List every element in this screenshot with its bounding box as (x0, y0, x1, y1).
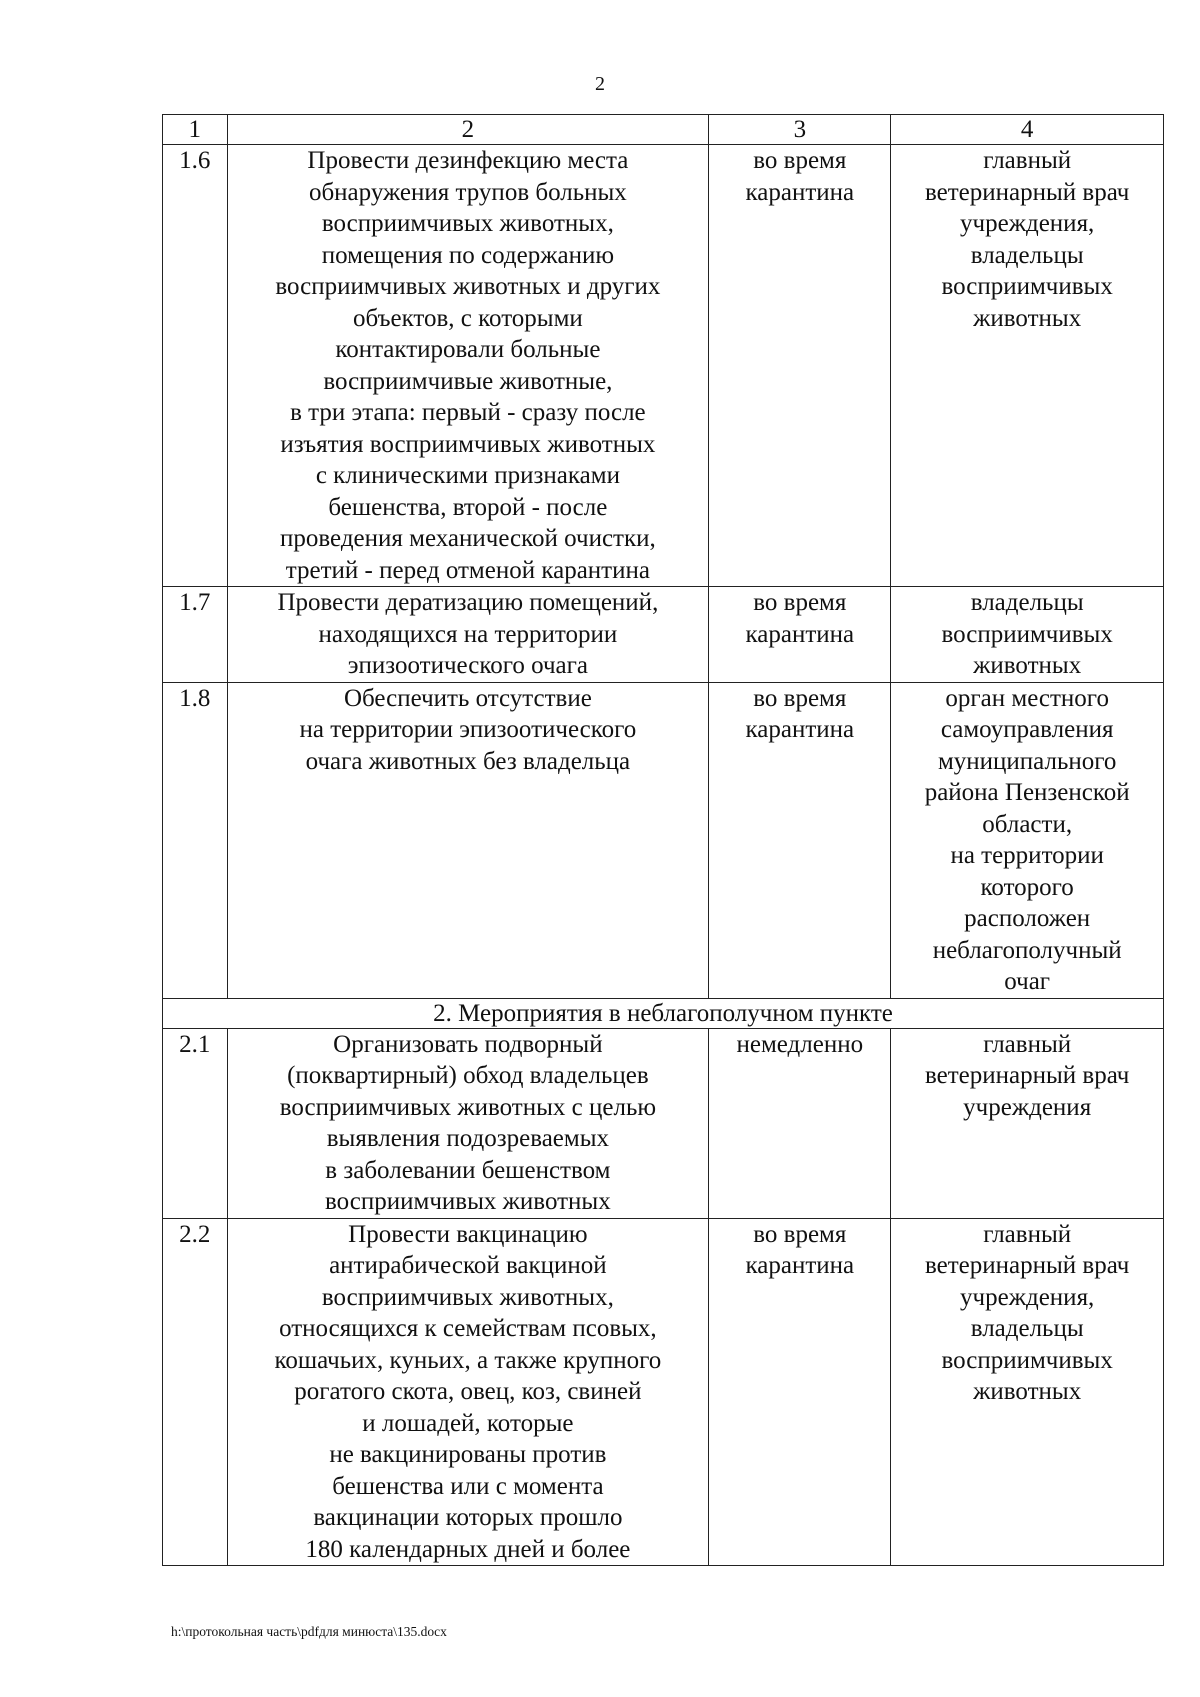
responsible-cell-line: главный (983, 147, 1072, 174)
action-cell-line: помещения по содержанию (321, 241, 615, 269)
responsible-cell-line: которого (980, 873, 1074, 901)
section-row (163, 998, 1164, 1028)
responsible-cell-line: учреждения, (960, 210, 1095, 237)
term-cell (709, 587, 891, 683)
responsible-cell-line: владельцы (970, 241, 1084, 269)
action-cell-line: восприимчивых животных, (321, 1283, 614, 1311)
action-cell-line: вакцинации которых прошло (313, 1504, 623, 1531)
action-cell-line: проведения механической очистки, (280, 525, 656, 552)
term-cell-line: карантина (745, 1252, 855, 1279)
responsible-cell-line: муниципального (937, 747, 1117, 775)
action-cell-line: восприимчивых животных и других (275, 273, 661, 300)
action-cell (227, 682, 709, 998)
table-row (163, 682, 1164, 998)
table-row (163, 1028, 1164, 1218)
term-cell-line: немедленно (736, 1030, 864, 1058)
action-cell-line: Провести дератизацию помещений, (277, 589, 659, 616)
table-row (163, 1218, 1164, 1566)
header-cell-action: 2 (227, 115, 709, 145)
action-cell-line: восприимчивых животных с целью (279, 1093, 657, 1121)
responsible-cell-line: ветеринарный врач (924, 1062, 1130, 1089)
responsible-cell-line: животных (973, 1378, 1082, 1405)
action-cell-line: эпизоотического очага (347, 652, 588, 679)
action-cell-line: 180 календарных дней и более (305, 1535, 631, 1563)
action-cell-line: Организовать подворный (333, 1030, 603, 1058)
action-cell (227, 587, 709, 683)
action-cell-line: изъятия восприимчивых животных (280, 430, 656, 458)
action-cell-line: (поквартирный) обход владельцев (287, 1062, 649, 1089)
responsible-cell-line: на территории (950, 842, 1104, 869)
action-cell-line: бешенства, второй - после (328, 493, 608, 521)
action-cell-line: восприимчивых животных (325, 1188, 611, 1215)
header-cell-responsible: 4 (891, 115, 1164, 145)
responsible-cell (891, 587, 1164, 683)
section-title: 2. Мероприятия в неблагополучном пункте (163, 998, 1164, 1028)
term-cell-line: во время (753, 1220, 847, 1248)
responsible-cell-line: главный (983, 1030, 1072, 1058)
action-cell-line: восприимчивых животных, (321, 210, 614, 237)
action-cell-line: Провести вакцинацию (348, 1220, 588, 1248)
action-cell-line: выявления подозреваемых (326, 1125, 610, 1152)
action-cell (227, 1218, 709, 1566)
term-cell-line: карантина (745, 620, 855, 648)
responsible-cell-line: животных (973, 652, 1082, 679)
responsible-cell-line: расположен (964, 905, 1091, 932)
action-cell-line: на территории эпизоотического (299, 716, 637, 743)
action-cell-line: очага животных без владельца (305, 747, 631, 775)
responsible-cell-line: главный (983, 1220, 1072, 1248)
term-cell-line: карантина (745, 716, 855, 743)
responsible-cell-line: животных (973, 304, 1082, 332)
action-cell (227, 1028, 709, 1218)
action-cell-line: и лошадей, которые (362, 1409, 574, 1437)
term-cell (709, 682, 891, 998)
row-number-cell: 2.1 (163, 1028, 228, 1218)
responsible-cell-line: области, (982, 810, 1073, 838)
responsible-cell-line: района Пензенской (924, 779, 1130, 806)
header-cell-term: 3 (709, 115, 891, 145)
responsible-cell-line: владельцы (970, 589, 1084, 616)
term-cell-line: во время (753, 147, 847, 174)
responsible-cell-line: неблагополучный (932, 936, 1122, 964)
row-number-cell: 1.8 (163, 682, 228, 998)
responsible-cell-line: ветеринарный врач (924, 178, 1130, 206)
measures-table (162, 114, 1164, 1566)
term-cell (709, 145, 891, 587)
action-cell-line: третий - перед отменой карантина (285, 556, 650, 584)
measures-table-body (163, 115, 1164, 1566)
responsible-cell-line: восприимчивых (941, 273, 1113, 300)
term-cell-line: во время (753, 684, 847, 712)
page-number: 2 (595, 73, 605, 95)
action-cell-line: кошачьих, куньих, а также крупного (274, 1346, 662, 1374)
responsible-cell (891, 1218, 1164, 1566)
responsible-cell-line: учреждения (963, 1093, 1092, 1121)
term-cell-line: во время (753, 589, 847, 616)
table-row (163, 145, 1164, 587)
action-cell-line: бешенства или с момента (332, 1472, 604, 1500)
action-cell-line: антирабической вакциной (329, 1252, 607, 1279)
action-cell-line: Провести дезинфекцию места (307, 147, 629, 174)
responsible-cell-line: учреждения, (960, 1283, 1095, 1311)
term-cell (709, 1028, 891, 1218)
responsible-cell-line: восприимчивых (941, 1346, 1113, 1374)
action-cell-line: относящихся к семействам псовых, (279, 1315, 657, 1342)
responsible-cell-line: орган местного (945, 684, 1109, 712)
action-cell-line: находящихся на территории (318, 620, 618, 648)
action-cell-line: в три этапа: первый - сразу после (290, 399, 646, 426)
row-number-cell: 2.2 (163, 1218, 228, 1566)
action-cell-line: восприимчивые животные, (323, 367, 613, 395)
action-cell (227, 145, 709, 587)
action-cell-line: обнаружения трупов больных (308, 178, 627, 206)
term-cell (709, 1218, 891, 1566)
action-cell-line: в заболевании бешенством (325, 1156, 611, 1184)
responsible-cell-line: очаг (1004, 968, 1051, 995)
responsible-cell (891, 1028, 1164, 1218)
action-cell-line: Обеспечить отсутствие (343, 684, 592, 712)
action-cell-line: объектов, с которыми (352, 304, 583, 332)
action-cell-line: не вакцинированы против (329, 1441, 607, 1468)
row-number-cell: 1.6 (163, 145, 228, 587)
responsible-cell-line: восприимчивых (941, 620, 1113, 648)
responsible-cell (891, 145, 1164, 587)
action-cell-line: рогатого скота, овец, коз, свиней (294, 1378, 642, 1405)
header-cell-number: 1 (163, 115, 228, 145)
responsible-cell-line: владельцы (970, 1315, 1084, 1342)
action-cell-line: контактировали больные (335, 336, 601, 363)
term-cell-line: карантина (745, 178, 855, 206)
responsible-cell-line: самоуправления (940, 716, 1114, 743)
footer-file-path: h:\протокольная часть\pdfдля минюста\135.docx (171, 1624, 447, 1639)
row-number-cell: 1.7 (163, 587, 228, 683)
table-row (163, 587, 1164, 683)
action-cell-line: с клиническими признаками (315, 462, 620, 489)
responsible-cell-line: ветеринарный врач (924, 1252, 1130, 1279)
table-header-row (163, 115, 1164, 145)
responsible-cell (891, 682, 1164, 998)
